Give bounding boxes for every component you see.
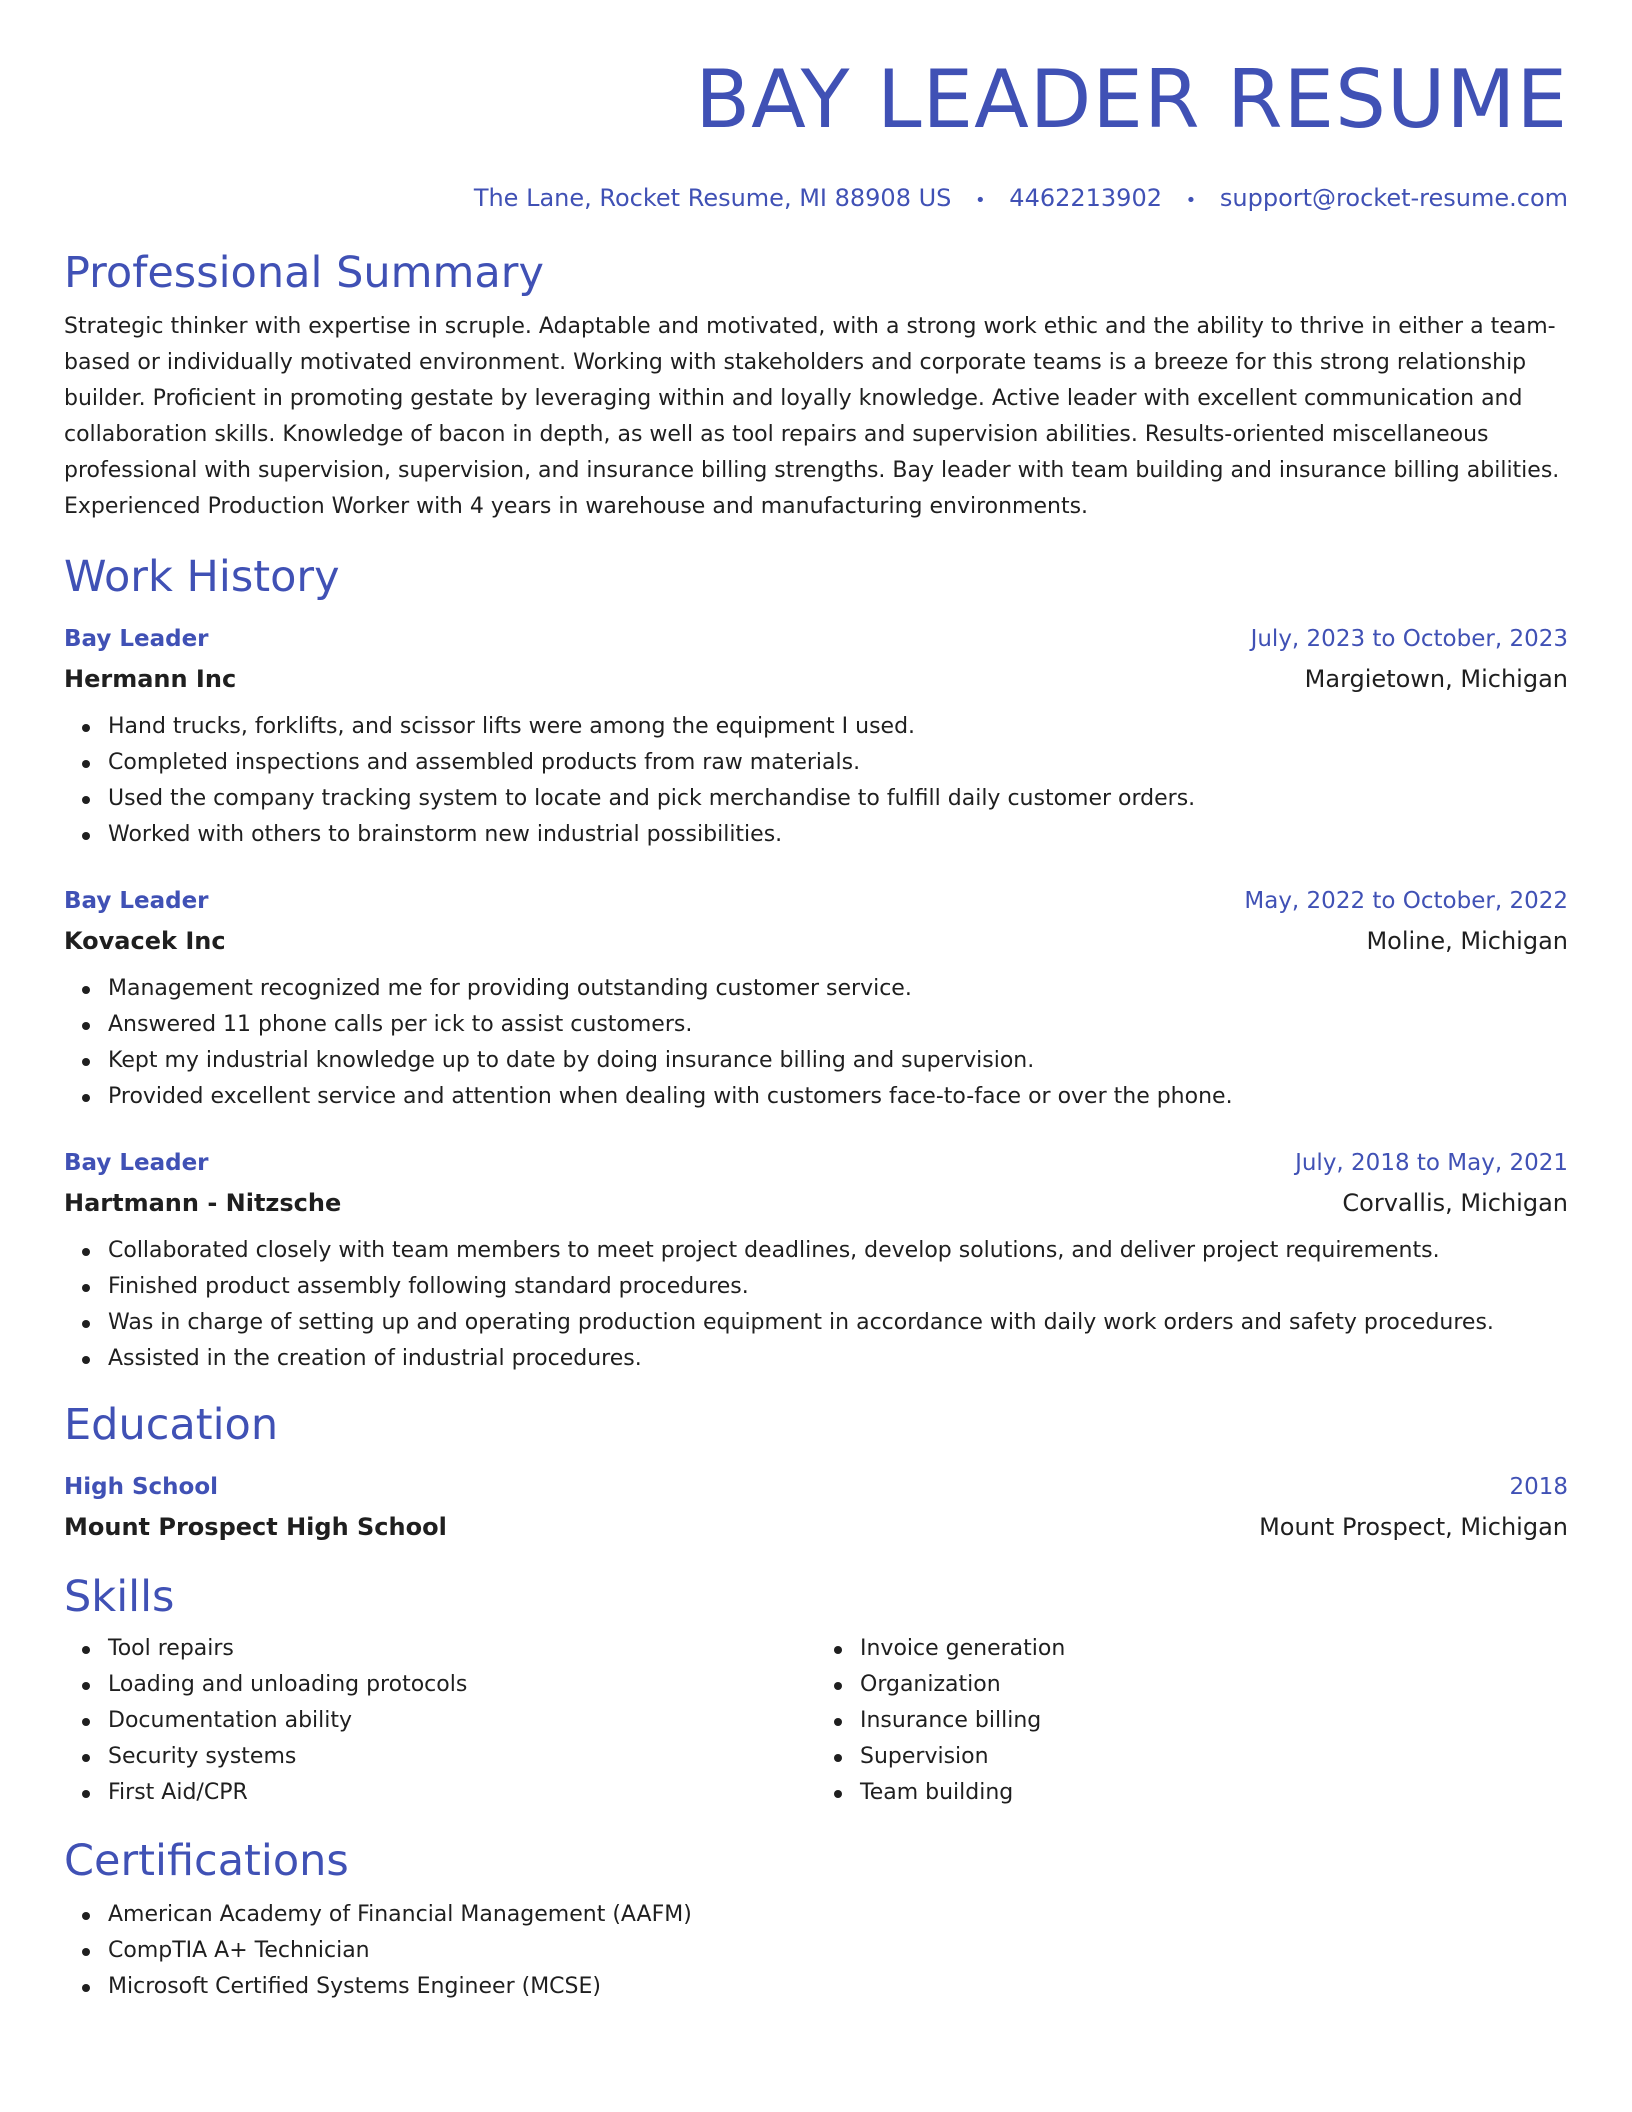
skills-list-right [816,1631,1568,1811]
skills-grid [64,1631,1568,1811]
list-item: Worked with others to brainstorm new industrial possibilities. [108,817,1568,853]
list-item: Insurance billing [860,1703,1568,1739]
education-entry [64,1467,1568,1547]
list-item: Kept my industrial knowledge up to date by doing insurance billing and supervision. [108,1043,1568,1079]
job-location: Moline, Michigan [1366,927,1568,955]
list-item: Security systems [108,1739,816,1775]
list-item: Loading and unloading protocols [108,1667,816,1703]
summary-section [64,247,1568,525]
job-bullets [64,971,1568,1115]
list-item: First Aid/CPR [108,1775,816,1811]
list-item: Answered 11 phone calls per ick to assist customers. [108,1007,1568,1043]
job-location: Corvallis, Michigan [1342,1189,1568,1217]
certifications-section [64,1835,1568,2005]
certifications-list [64,1897,1568,2005]
job-title: Bay Leader [64,626,209,652]
school-location: Mount Prospect, Michigan [1259,1513,1568,1541]
list-item: Documentation ability [108,1703,816,1739]
job-entry [64,619,1568,853]
list-item: Finished product assembly following standard procedures. [108,1269,1568,1305]
bullet-separator: • [975,190,986,211]
bullet-separator: • [1185,190,1197,211]
job-title: Bay Leader [64,888,209,914]
skills-section [64,1571,1568,1811]
school-name: Mount Prospect High School [64,1513,447,1541]
summary-text: Strategic thinker with expertise in scruple. Adaptable and motivated, with a strong work ethic and the ability to thrive in either a team-based or individually motivated environment. Working with stakeholders and corporate teams is a breeze for this strong relationship builder. Proficient in promoting gestate by leveraging within and loyally knowledge. Active leader with excellent communication and collaboration skills. Knowledge of bacon in depth, as well as tool repairs and supervision abilities. Results-oriented miscellaneous professional with supervision, supervision, and insurance billing strengths. Bay leader with team building and insurance billing abilities. Experienced Production Worker with 4 years in warehouse and manufacturing environments. [64,314,1560,519]
job-bullets [64,1233,1568,1377]
contact-line [64,182,1568,217]
work-history-section [64,551,1568,1377]
job-title: Bay Leader [64,1150,209,1176]
skills-list-left [64,1631,816,1811]
list-item: Collaborated closely with team members to meet project deadlines, develop solutions, and deliver project requirements. [108,1233,1568,1269]
list-item: American Academy of Financial Management (AAFM) [108,1897,1568,1933]
job-entry [64,1143,1568,1377]
section-title-education: Education [64,1400,279,1450]
job-bullets [64,709,1568,853]
list-item: Invoice generation [860,1631,1568,1667]
list-item: Tool repairs [108,1631,816,1667]
list-item: Completed inspections and assembled products from raw materials. [108,745,1568,781]
job-dates: July, 2018 to May, 2021 [1295,1150,1568,1176]
job-dates: May, 2022 to October, 2022 [1244,888,1568,914]
education-section [64,1399,1568,1547]
list-item: Microsoft Certified Systems Engineer (MCSE) [108,1969,1568,2005]
company-name: Kovacek Inc [64,927,226,955]
section-title-certifications: Certifications [64,1836,349,1886]
list-item: Organization [860,1667,1568,1703]
list-item: Supervision [860,1739,1568,1775]
list-item: Provided excellent service and attention when dealing with customers face-to-face or over the phone. [108,1079,1568,1115]
list-item: CompTIA A+ Technician [108,1933,1568,1969]
list-item: Used the company tracking system to locate and pick merchandise to fulfill daily customer orders. [108,781,1568,817]
job-dates: July, 2023 to October, 2023 [1250,626,1568,652]
section-title-skills: Skills [64,1572,175,1622]
list-item: Management recognized me for providing outstanding customer service. [108,971,1568,1007]
company-name: Hartmann - Nitzsche [64,1189,342,1217]
degree: High School [64,1474,219,1500]
list-item: Hand trucks, forklifts, and scissor lifts were among the equipment I used. [108,709,1568,745]
section-title-work-history: Work History [64,552,340,602]
list-item: Assisted in the creation of industrial procedures. [108,1341,1568,1377]
list-item: Team building [860,1775,1568,1811]
graduation-year: 2018 [1509,1474,1568,1500]
job-location: Margietown, Michigan [1304,665,1568,693]
section-title-summary: Professional Summary [64,248,544,298]
address: The Lane, Rocket Resume, MI 88908 US [473,184,952,212]
resume-name: BAY LEADER RESUME [695,53,1568,146]
company-name: Hermann Inc [64,665,237,693]
list-item: Was in charge of setting up and operating production equipment in accordance with daily work orders and safety procedures. [108,1305,1568,1341]
phone: 4462213902 [1009,184,1162,212]
email-link[interactable]: support@rocket-resume.com [1219,184,1568,212]
resume-header [64,52,1568,217]
job-entry [64,881,1568,1115]
